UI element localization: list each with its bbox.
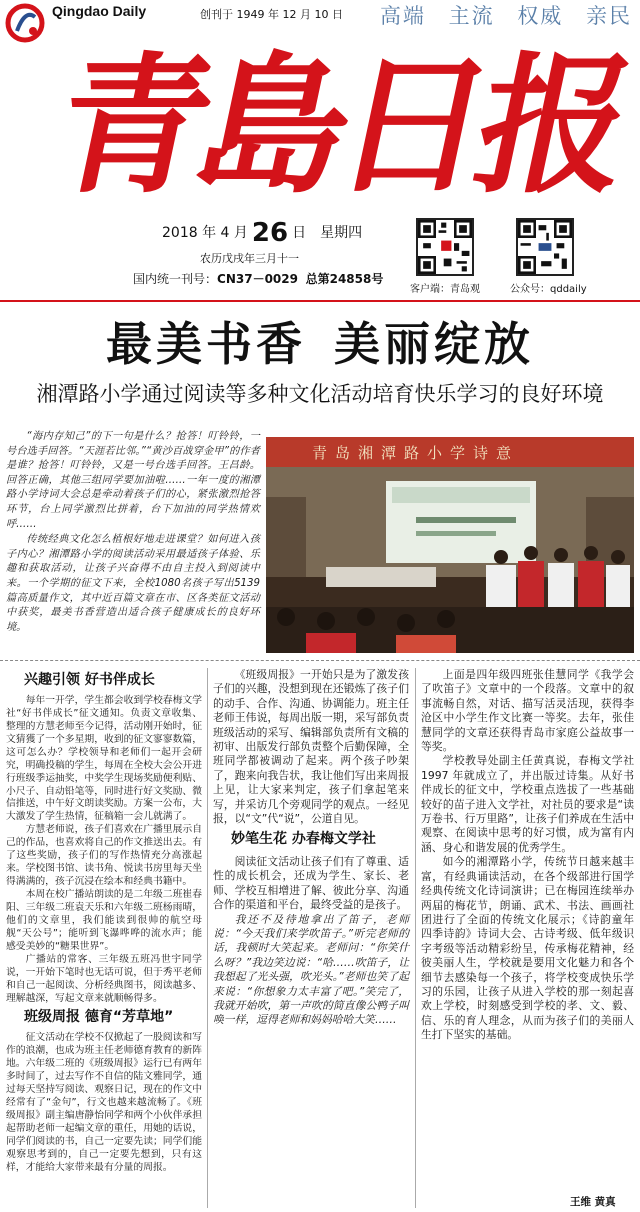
photo-banner-text: 青岛湘潭路小学诗意 <box>312 444 520 462</box>
headline-part-b: 美丽绽放 <box>334 317 534 371</box>
body-paragraph: 每年一开学，学生都会收到学校春梅文学社“好书伴成长”征文通知。负责文章收集、整理的方慧老师至今记得，活动刚开始时，征文猜獲了一个多星期，收到的征文寥寥数篇，这可怎么办？学校领导和老师们一起开会研究，明确投稿的学生，每周在全校大会公开进行班级季运抽奖，中奖学生现场奖励便利贴、小尺子、自动铅笔等，同时进行好文奖励、微信推送，中午好文朗读奖励。方案一公布，大大激发了学生热情，征稿箱一会儿就满了。 <box>6 694 202 823</box>
section-title-literature: 妙笔生花 办春梅文学社 <box>231 831 376 848</box>
newspaper-title: 青島日报 <box>41 38 639 214</box>
date-day: 26 <box>251 218 289 248</box>
body-paragraph: 广播站的常客、三年级五班冯世宇同学说，一开始下笔时也无话可说，但于秀平老师和自己一起阅读、分析经典图书，阅读越多、理解越深，写起文章来就顺畅得多。 <box>6 953 202 1004</box>
body-paragraph: 如今的湘潭路小学，传统节日越来越丰富，有经典诵读活动，在各个级部进行国学经典传统文化诗词演讲；已在梅园连续举办两届的梅花节，朗诵、武术、书法、画画社团进行了全面的传统文化展示；《诗韵童年 四季诗韵》诗词大会、古诗考级、低年级识字考级等活动精彩纷呈，传承梅花精神，经彼美丽人生，学校就是要用文化魅力和各个细节去感染每一个孩子，将学校变成快乐学习的乐园，让孩子从进入学校的那一刻起喜欢上学校，时刻感受到学校的孝、文、毅、信、乐的育人理念，从而为孩子们的美丽人生打下坚实的基础。 <box>421 855 634 1042</box>
byline: 王维 黄真 <box>570 1196 616 1208</box>
body-paragraph: 上面是四年级四班张佳慧同学《我学会了吹笛子》文章中的一个段落。文章中的叙事流畅自然，对话、描写活灵活现，获得李沧区中小学生作文比赛一等奖。去年，张佳慧同学的文章还获得青岛市家庭公益故事一等奖。 <box>421 668 634 754</box>
body-paragraph: 方慧老师说，孩子们喜欢在广播里展示自己的作品，也喜欢将自己的作文推送出去。有了这些奖励，孩子们的写作热情充分高涨起来。学校图书馆、读书角、悦读书房里每天坐得满满的，孩子沉浸在绘本和经典书籍中。 <box>6 824 202 888</box>
date-suffix: 日 <box>292 225 307 241</box>
column-3 <box>421 668 634 1043</box>
quoted-excerpt: 我还不及待地拿出了笛子，老师说：“今天我们来学吹笛子。”听完老师的话，我顿时大笑起来。老师问：“你笑什么呀？”我边笑边说：“哈……吹笛子，让我想起了光头强，吹光头。”老师也笑了起来说：“你想象力太丰富了吧。”笑完了，我就开始吹，第一声吹的简直像公鸭子叫唤一样，逗得老师和妈妈哈哈大笑…… <box>213 912 409 1027</box>
column-2 <box>213 668 409 1028</box>
body-paragraph: 征文活动在学校不仅掀起了一股阅读和写作的浪潮，也成为班主任老师德育教育的新阵地。六年级二班的《班级周报》运行已有两年多时间了，过去写作不自信的陆文雅同学，通过每天坚持写阅读、观察日记，现在的作文中经常有了“金句”，行文也越来越流畅了。《班级周报》副主编唐静怡同学和两个小伙伴承担起帮助老师一起编文章的重任，用她的话说，同学们阅读的书，自己一定要先读；同学们能观察思考到的，自己一定要先想到，只有这样，才能给大家带来最有分量的周报。 <box>6 1032 202 1173</box>
section-title-weekly: 班级周报 德育“芳草地” <box>24 1009 174 1026</box>
qr-code-wechat-icon[interactable] <box>516 218 574 276</box>
column-rule <box>415 668 416 1208</box>
section-divider <box>0 660 640 661</box>
date-prefix: 2018 年 4 月 <box>162 225 248 241</box>
weekday: 星期四 <box>320 225 363 241</box>
lunar-date: 农历戊戌年三月十一 <box>200 252 299 265</box>
masthead-divider <box>0 300 640 302</box>
body-paragraph: 本周在校广播站朗读的是二年级二班崔春阳、三年级二班袁天乐和六年级二班杨雨晴，他们的文章里，我们能读到很帅的航空母舰“天公号”；能听到飞瀑哗哗的流水声；能感受美妙的“糖果世界”。 <box>6 889 202 952</box>
slogan-item: 亲民 <box>586 4 632 28</box>
section-title-interest: 兴趣引领 好书伴成长 <box>24 672 155 688</box>
headline-part-a: 最美书香 <box>106 317 306 371</box>
issue-date <box>162 218 362 248</box>
headline <box>0 308 640 374</box>
lead-p1: “海内存知己”的下一句是什么？抢答！叮铃铃，一号台选手回答。“天涯若比邻。”“黄沙百战穿金甲”的作者是谁？抢答！叮铃铃，又是一号台选手回答。王昌龄。回答正确，其他三组同学要加油啦……一年一度的湘潭路小学诗词大会总是牵动着孩子们的心，紧张激烈抢答环节，台上同学激烈比拼着，台下加油的同学热情欢呼…… <box>6 431 260 530</box>
subheadline: 湘潭路小学通过阅读等多种文化活动培育快乐学习的良好环境 <box>36 382 604 406</box>
english-masthead: Qingdao Daily <box>52 3 147 19</box>
body-paragraph: 学校教导处副主任黄真说，春梅文学社 1997 年就成立了，并出版过诗集。从好书伴成长的征文中，学校重点选拔了一些基础较好的苗子进入文学社，对社员的要求是“读万卷书、行万里路”，让孩子们养成在生活中观察、在阅读中思考的好习惯，成为富有内涵、身心和谐发展的优秀学生。 <box>421 754 634 854</box>
body-paragraph: 《班级周报》一开始只是为了激发孩子们的兴趣，没想到现在还锻炼了孩子们的动手、合作、沟通、协调能力。班主任老师王伟说，每周出版一期，采写部负责班级活动的采写、编辑部负责所有文稿的初审、出版发行部负责整个后勤保障，全班同学都被调动了起来。两个孩子吵架了，跑来向我告状，我让他们写出来周报上见，让大家来判定，孩子们拿起笔来写，并采访几个旁观同学的观点。一经见报，以“文”代“说”，公道自见。 <box>213 668 409 826</box>
qr-code-app-icon[interactable] <box>416 218 474 276</box>
issue-number <box>133 270 383 287</box>
slogan-item: 权威 <box>517 4 564 28</box>
issue-total: 总第24858号 <box>305 272 384 286</box>
qingdao-daily-logo-icon <box>5 3 45 43</box>
column-1 <box>6 668 202 1175</box>
founded-date: 创刊于 1949 年 12 月 10 日 <box>200 8 343 21</box>
lead-paragraph <box>6 430 260 636</box>
lead-p2: 传统经典文化怎么植根好地走进课堂？如何进入孩子内心？湘潭路小学的阅读活动采用最适孩子体验、乐趣和获取活动，让孩子兴奋得不由自主投入到阅读中来。一个学期的征文下来，全校1080名孩子写出5139篇高质量作文，其中近百篇文章在市、区各类征文活动中获奖，最美书香营造出适合孩子健康成长的良好环境。 <box>6 534 260 633</box>
qr-caption-wechat: 公众号：qddaily <box>510 284 587 295</box>
classroom-photo <box>266 437 634 653</box>
slogans <box>366 0 632 30</box>
issue-code: CN37－0029 <box>217 272 298 286</box>
slogan-item: 主流 <box>448 4 495 28</box>
issue-label: 国内统一刊号： <box>133 272 218 286</box>
qr-caption-app: 客户端：青岛观 <box>410 284 480 295</box>
column-rule <box>207 668 208 1208</box>
slogan-item: 高端 <box>379 4 426 28</box>
body-paragraph: 阅读征文活动让孩子们有了尊重、适性的成长机会，还成为学生、家长、老师、学校互相增进了解、彼此分享、沟通合作的渠道和平台，最终受益的是孩子。 <box>213 854 409 912</box>
